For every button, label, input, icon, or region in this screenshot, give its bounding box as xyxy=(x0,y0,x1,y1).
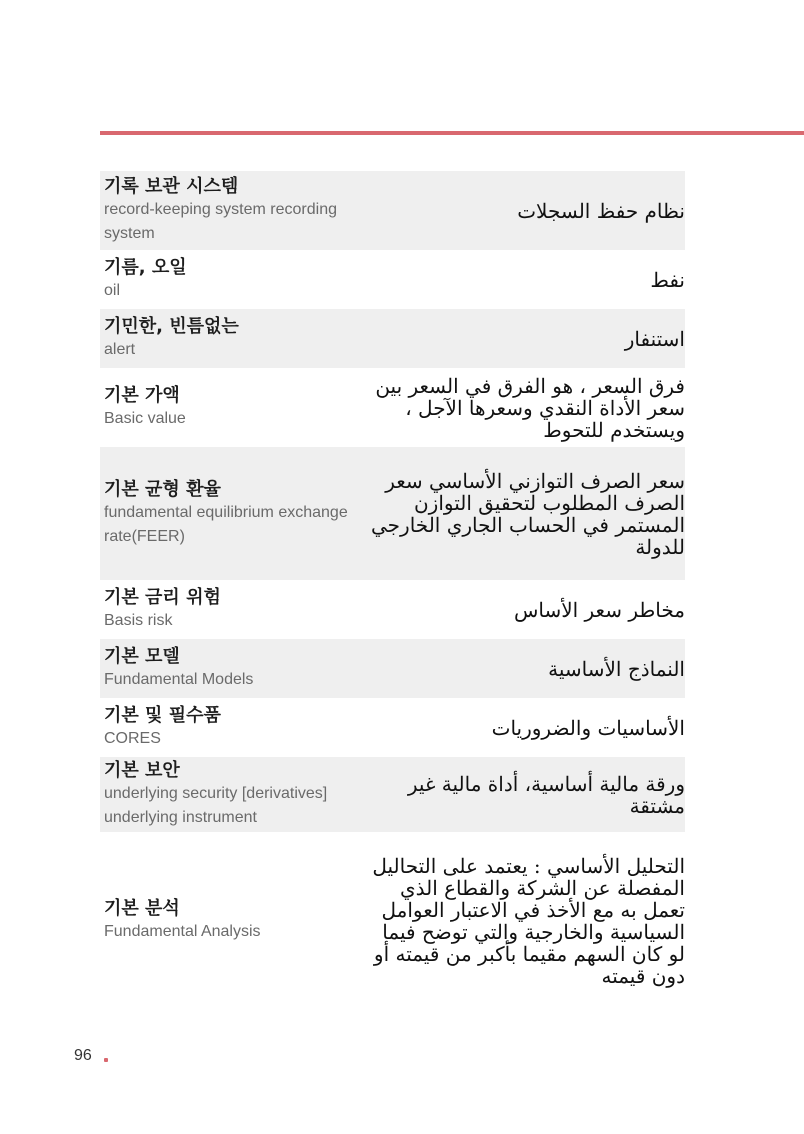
term-cell xyxy=(104,705,359,751)
english-term: underlying security [derivatives] underlying instrument xyxy=(104,784,328,826)
korean-term: 기본 보안 xyxy=(104,759,180,781)
english-term: fundamental equilibrium exchange rate(FEER) xyxy=(104,503,348,545)
korean-term: 기름, 오일 xyxy=(104,256,187,278)
term-cell xyxy=(104,898,359,944)
english-term: oil xyxy=(104,281,121,299)
english-term: Basic value xyxy=(104,409,186,427)
term-cell xyxy=(104,176,359,246)
glossary-row xyxy=(100,581,685,639)
english-term: CORES xyxy=(104,729,161,747)
header-rule xyxy=(100,131,804,135)
korean-term: 기본 분석 xyxy=(104,897,180,919)
glossary-row xyxy=(100,833,685,1009)
term-cell xyxy=(104,257,359,303)
term-cell xyxy=(104,385,359,431)
glossary-row xyxy=(100,369,685,447)
english-term: record-keeping system recording system xyxy=(104,200,337,242)
english-term: Basis risk xyxy=(104,611,173,629)
glossary-table xyxy=(100,171,685,1009)
arabic-term: مخاطر سعر الأساس xyxy=(513,597,685,622)
glossary-row xyxy=(100,309,685,369)
korean-term: 기본 모델 xyxy=(104,645,180,667)
term-cell xyxy=(104,479,359,549)
arabic-term: النماذج الأساسية xyxy=(548,656,685,681)
arabic-term: استنفار xyxy=(624,326,685,351)
term-cell xyxy=(104,760,359,830)
term-cell xyxy=(104,587,359,633)
arabic-term: التحليل الأساسي : يعتمد على التحاليل المفصلة عن الشركة والقطاع الذي تعمل به مع الأخذ في الاعتبار العوامل السياسية والخارجية والتي توضح فيما لو كان السهم مقيما بأكبر من قيمته أو دون قيمته xyxy=(372,853,685,988)
arabic-term: ورقة مالية أساسية، أداة مالية غير مشتقة xyxy=(407,771,685,818)
term-cell xyxy=(104,646,359,692)
korean-term: 기본 금리 위험 xyxy=(104,586,221,608)
english-term: alert xyxy=(104,340,136,358)
arabic-term: سعر الصرف التوازني الأساسي سعر الصرف المطلوب لتحقيق التوازن المستمر في الحساب الجاري الخارجي للدولة xyxy=(371,468,685,559)
korean-term: 기록 보관 시스템 xyxy=(104,175,239,197)
english-term: Fundamental Models xyxy=(104,670,254,688)
korean-term: 기민한, 빈틈없는 xyxy=(104,315,239,337)
arabic-term: الأساسيات والضروريات xyxy=(491,715,685,740)
term-cell xyxy=(104,316,359,362)
glossary-row xyxy=(100,639,685,699)
korean-term: 기본 가액 xyxy=(104,384,180,406)
page-dot-marker xyxy=(104,1058,108,1062)
arabic-term: فرق السعر ، هو الفرق في السعر بين سعر الأداة النقدي وسعرها الآجل ، ويستخدم للتحوط xyxy=(375,373,685,442)
glossary-row xyxy=(100,447,685,581)
page-number: 96 xyxy=(74,1047,92,1064)
glossary-row xyxy=(100,251,685,309)
arabic-term: نظام حفظ السجلات xyxy=(517,198,685,223)
arabic-term: نفط xyxy=(650,267,685,292)
glossary-row xyxy=(100,171,685,251)
korean-term: 기본 균형 환율 xyxy=(104,478,221,500)
english-term: Fundamental Analysis xyxy=(104,922,261,940)
glossary-row xyxy=(100,757,685,833)
glossary-row xyxy=(100,699,685,757)
korean-term: 기본 및 필수품 xyxy=(104,704,221,726)
